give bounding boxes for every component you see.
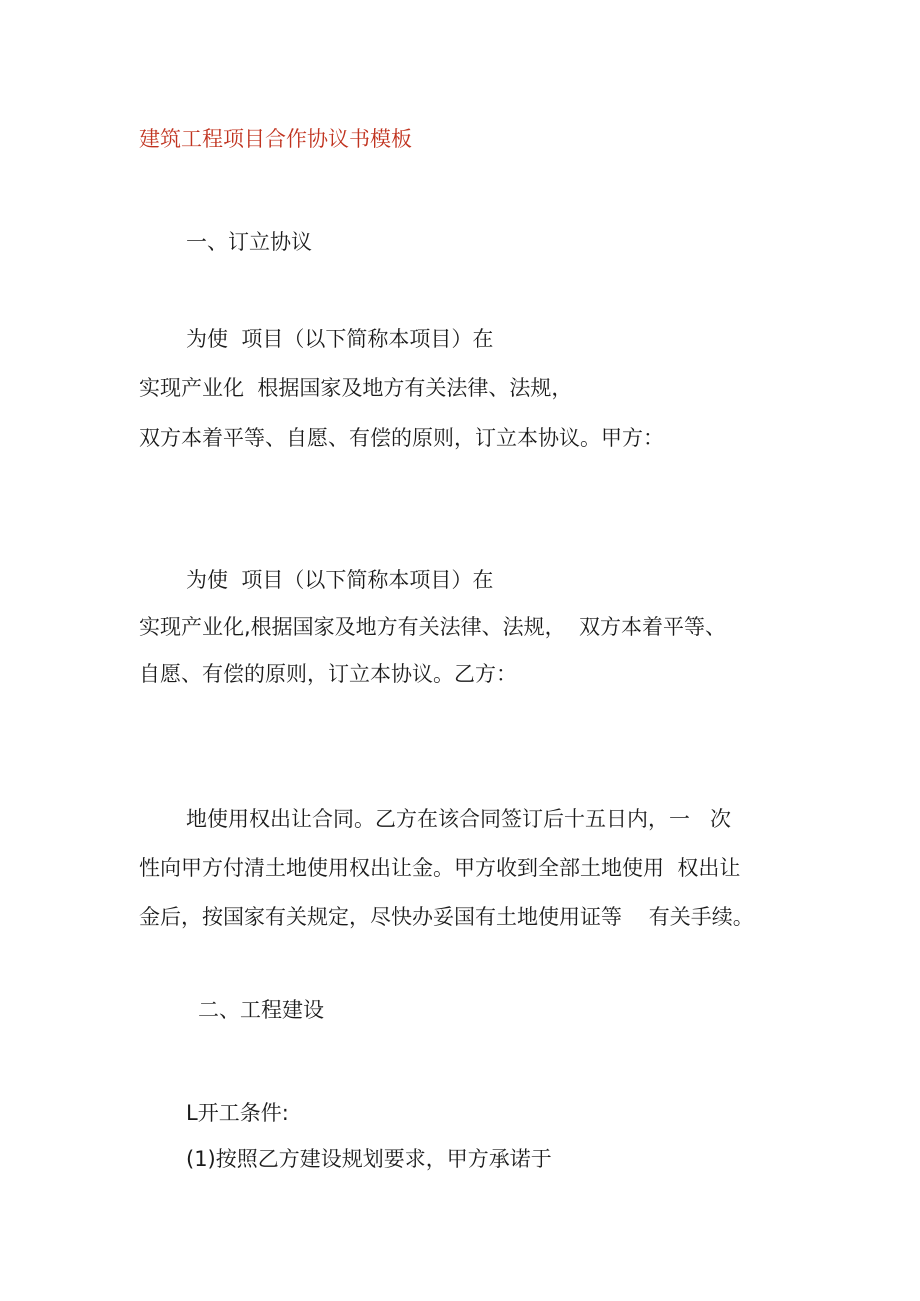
section-heading: 二、工程建设 [198,998,324,1022]
paragraph-line: 为使 项目（以下简称本项目）在 [186,568,494,592]
item-heading: L开工条件: [186,1101,289,1125]
paragraph-line: 实现产业化 根据国家及地方有关法律、法规， [139,376,573,400]
paragraph-line: 双方本着平等、自愿、有偿的原则，订立本协议。甲方： [139,426,664,450]
paragraph-line: 性向甲方付清土地使用权出让金。甲方收到全部土地使用 权出让 [139,856,741,880]
document-title: 建筑工程项目合作协议书模板 [139,127,412,151]
item-line: (1)按照乙方建设规划要求，甲方承诺于 [186,1147,552,1171]
paragraph-line: 为使 项目（以下简称本项目）在 [186,327,494,351]
paragraph-line: 金后，按国家有关规定，尽快办妥国有土地使用证等 有关手续。 [139,905,754,929]
section-heading: 一、订立协议 [186,230,312,254]
paragraph-line: 自愿、有偿的原则，订立本协议。乙方： [139,662,517,686]
paragraph-line: 地使用权出让合同。乙方在该合同签订后十五日内，一 次 [186,807,732,831]
paragraph-line: 实现产业化,根据国家及地方有关法律、法规， 双方本着平等、 [139,615,727,639]
